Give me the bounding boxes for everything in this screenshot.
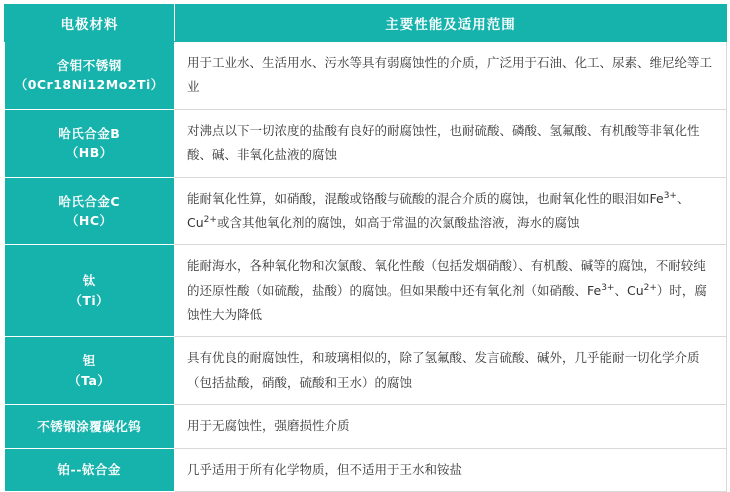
table-row (5, 177, 727, 245)
material-line: （0Cr18Ni12Mo2Ti） (14, 77, 164, 93)
cell-material (5, 405, 175, 448)
table-body (5, 42, 727, 492)
table-row (5, 337, 727, 405)
table-row (5, 42, 727, 110)
table-row (5, 109, 727, 177)
material-line: 不锈钢涂覆碳化钨 (37, 418, 142, 434)
material-line: （Ti） (69, 292, 110, 308)
cell-description: 用于无腐蚀性，强磨损性介质 (175, 405, 727, 448)
column-header-material: 电极材料 (5, 5, 175, 42)
cell-material (5, 177, 175, 245)
material-line: （Ta） (68, 372, 111, 388)
table-row (5, 448, 727, 491)
electrode-material-table (4, 4, 727, 492)
material-line: 哈氏合金C (58, 193, 121, 209)
material-line: 含钼不锈钢 (56, 58, 122, 73)
cell-description: 能耐氧化性算，如硝酸，混酸或铬酸与硫酸的混合介质的腐蚀，也耐氧化性的眼泪如$Fe^{3+}$、$Cu^{2+}$或含其他氧化剂的腐蚀，如高于常温的次氯酸盐溶液，海水的腐蚀 (175, 177, 727, 245)
table-header-row (5, 5, 727, 42)
cell-description: 用于工业水、生活用水、污水等具有弱腐蚀性的介质，广泛用于石油、化工、尿素、维尼纶等工业 (175, 42, 727, 110)
material-line: （HC） (65, 212, 113, 228)
table-row (5, 405, 727, 448)
material-line: 哈氏合金B (58, 125, 121, 141)
table-row (5, 245, 727, 337)
cell-description: 对沸点以下一切浓度的盐酸有良好的耐腐蚀性，也耐硫酸、磷酸、氢氟酸、有机酸等非氧化性酸、碱、非氧化盐液的腐蚀 (175, 109, 727, 177)
cell-material (5, 42, 175, 110)
material-line: 钛 (82, 273, 96, 289)
material-line: 钽 (82, 353, 96, 369)
column-header-description: 主要性能及适用范围 (175, 5, 727, 42)
cell-material (5, 337, 175, 405)
cell-description: 几乎适用于所有化学物质，但不适用于王水和铵盐 (175, 448, 727, 491)
cell-description: 具有优良的耐腐蚀性，和玻璃相似的，除了氢氟酸、发言硫酸、碱外，几乎能耐一切化学介质（包括盐酸，硝酸，硫酸和王水）的腐蚀 (175, 337, 727, 405)
cell-material (5, 109, 175, 177)
cell-description: 能耐海水，各种氧化物和次氯酸、氧化性酸（包括发烟硝酸）、有机酸、碱等的腐蚀，不耐较纯的还原性酸（如硫酸，盐酸）的腐蚀。但如果酸中还有氧化剂（如硝酸、$Fe^{3+}$、$Cu^{2+}$）时，腐蚀性大为降低 (175, 245, 727, 337)
material-line: 铂--铱合金 (57, 462, 121, 477)
cell-material (5, 245, 175, 337)
table-header (5, 5, 727, 42)
cell-material (5, 448, 175, 491)
material-line: （HB） (65, 145, 113, 161)
